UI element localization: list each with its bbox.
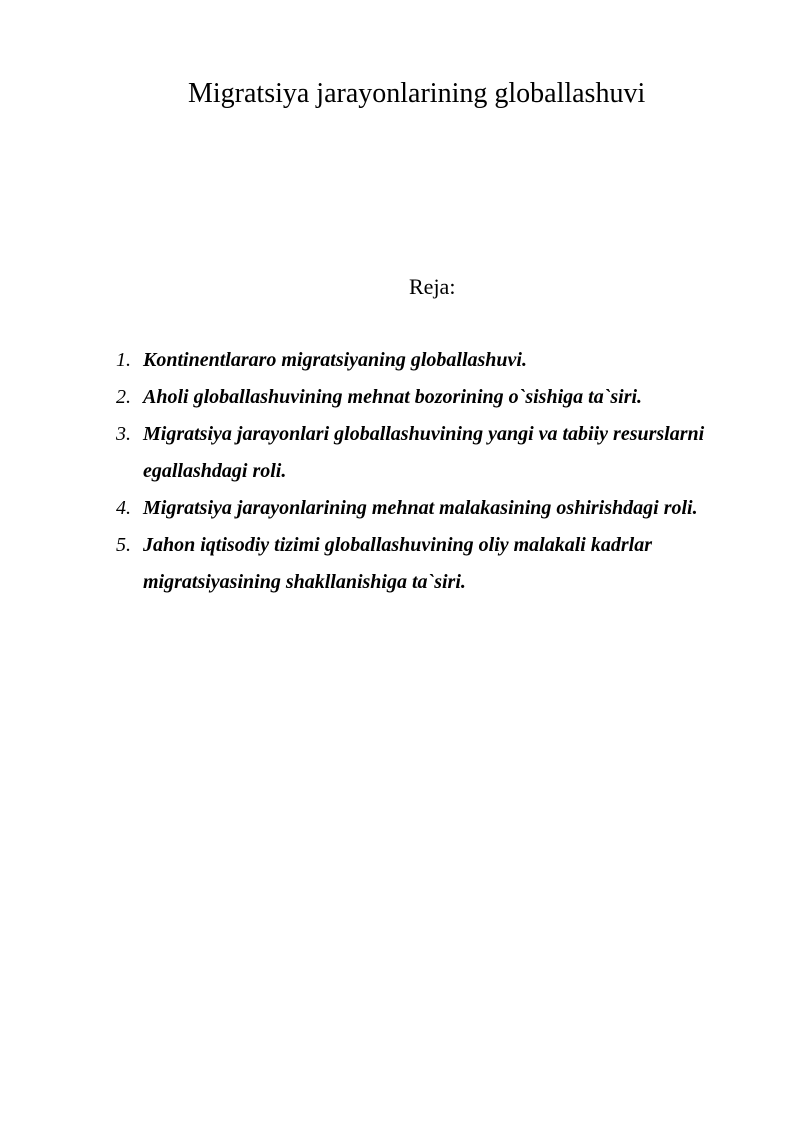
plan-item-text: Jahon iqtisodiy tizimi globallashuvining oliy malakali kadrlar migratsiyasining shakllanishiga ta`siri. xyxy=(143,534,652,593)
plan-list xyxy=(116,342,776,601)
plan-item-2 xyxy=(116,379,776,416)
plan-item-number: 1. xyxy=(116,349,131,371)
plan-item-4 xyxy=(116,490,776,527)
plan-item-3 xyxy=(116,416,776,490)
plan-item-text: Aholi globallashuvining mehnat bozorining o`sishiga ta`siri. xyxy=(143,386,643,408)
plan-heading: Reja: xyxy=(409,274,456,299)
plan-item-1 xyxy=(116,342,776,379)
plan-item-number: 4. xyxy=(116,497,131,519)
plan-item-number: 3. xyxy=(116,423,131,445)
plan-item-number: 2. xyxy=(116,386,131,408)
plan-item-text: Migratsiya jarayonlari globallashuvining yangi va tabiiy resurslarni egallashdagi roli. xyxy=(143,423,705,482)
plan-item-number: 5. xyxy=(116,534,131,556)
document-title: Migratsiya jarayonlarining globallashuvi xyxy=(188,78,646,109)
plan-item-text: Migratsiya jarayonlarining mehnat malakasining oshirishdagi roli. xyxy=(143,497,698,519)
plan-item-text: Kontinentlararo migratsiyaning globallashuvi. xyxy=(143,349,527,371)
plan-item-5 xyxy=(116,527,776,601)
